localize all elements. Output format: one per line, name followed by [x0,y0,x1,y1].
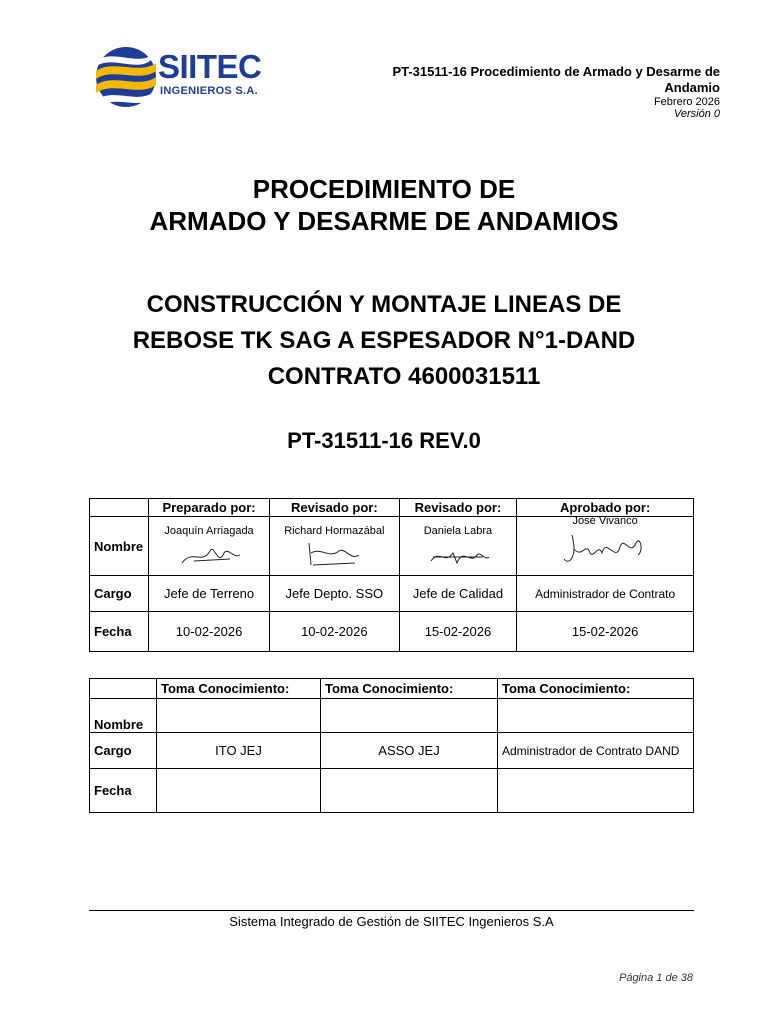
empty-cell [157,769,321,813]
signer-name: Daniela Labra [423,525,493,537]
header-knowledge-1: Toma Conocimiento: [157,679,321,699]
signature-cell [270,517,399,576]
header-date: Febrero 2026 [653,96,720,108]
table-row [90,612,694,652]
project-title-line2: REBOSE TK SAG A ESPESADOR N°1-DAND [132,327,636,354]
main-title-line2: ARMADO Y DESARME DE ANDAMIOS [149,206,619,236]
signature-cell [149,517,270,576]
cargo-cell: ASSO JEJ [321,733,498,769]
contract-number: CONTRATO 4600031511 [267,363,541,390]
table-row [90,769,694,813]
logo-subtitle: INGENIEROS S.A. [160,85,259,97]
table-row [90,576,694,612]
signature-image [423,539,493,569]
signature-image [560,529,650,567]
signature-image [174,539,244,569]
signature-cell [517,517,694,576]
table-row [90,733,694,769]
header-reviewed-1: Revisado por: [270,499,399,517]
signer-name: José Vivanco [572,515,638,527]
date-cell: 10-02-2026 [149,612,270,652]
header-doc-title: PT-31511-16 Procedimiento de Armado y Desarme de Andamio [392,64,720,95]
knowledge-table [89,678,694,813]
approval-table [89,498,694,652]
row-label-nombre: Nombre [90,699,157,733]
table-corner-cell [90,499,149,517]
cargo-cell: Administrador de Contrato DAND [498,733,694,769]
table-header-row [90,679,694,699]
table-header-row [90,499,694,517]
document-code: PT-31511-16 REV.0 [287,428,481,453]
empty-cell [157,699,321,733]
header-knowledge-2: Toma Conocimiento: [321,679,498,699]
header-approved: Aprobado por: [517,499,694,517]
empty-cell [321,769,498,813]
page-number: Página 1 de 38 [618,972,693,984]
empty-cell [498,769,694,813]
signer-name: Richard Hormazábal [284,525,385,537]
row-label-cargo: Cargo [90,576,149,612]
date-cell: 15-02-2026 [399,612,517,652]
header-prepared: Preparado por: [149,499,270,517]
empty-cell [498,699,694,733]
cargo-cell: Jefe de Terreno [149,576,270,612]
cargo-cell: Jefe Depto. SSO [270,576,399,612]
footer-text: Sistema Integrado de Gestión de SIITEC Ingenieros S.A [229,914,554,929]
cargo-cell: ITO JEJ [157,733,321,769]
footer-divider [89,910,694,911]
table-corner-cell [90,679,157,699]
main-title-line1: PROCEDIMIENTO DE [252,174,516,204]
table-row [90,699,694,733]
project-title-line1: CONSTRUCCIÓN Y MONTAJE LINEAS DE [146,291,622,318]
row-label-nombre: Nombre [90,517,149,576]
row-label-fecha: Fecha [90,612,149,652]
signature-image [299,539,369,569]
cargo-cell: Administrador de Contrato [517,576,694,612]
empty-cell [321,699,498,733]
logo-wordmark: SIITEC [158,48,262,85]
row-label-cargo: Cargo [90,733,157,769]
cargo-cell: Jefe de Calidad [399,576,517,612]
table-row [90,517,694,576]
signature-cell [399,517,517,576]
row-label-fecha: Fecha [90,769,157,813]
date-cell: 10-02-2026 [270,612,399,652]
signer-name: Joaquín Arriagada [164,525,254,537]
header-version: Versión 0 [673,108,720,120]
header-knowledge-3: Toma Conocimiento: [498,679,694,699]
header-reviewed-2: Revisado por: [399,499,517,517]
date-cell: 15-02-2026 [517,612,694,652]
